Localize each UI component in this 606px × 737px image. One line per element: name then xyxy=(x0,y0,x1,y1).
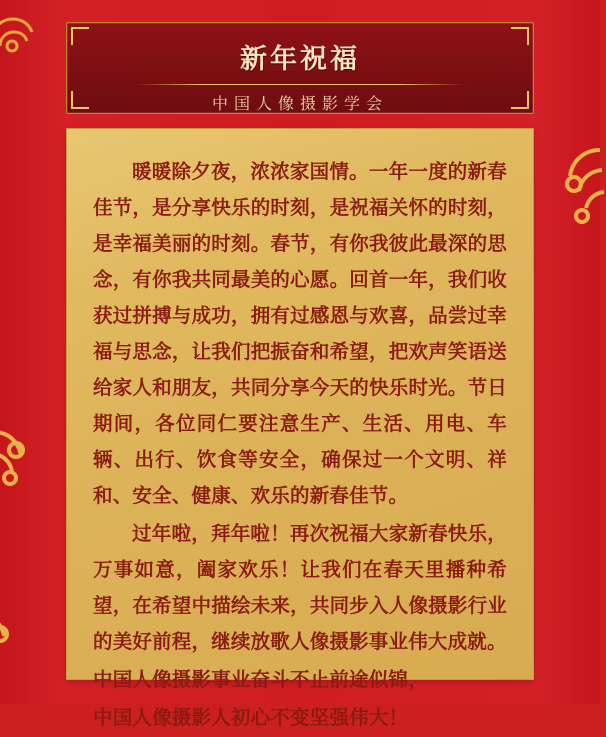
paragraph-1: 暖暖除夕夜，浓浓家国情。一年一度的新春佳节，是分享快乐的时刻，是祝福关怀的时刻，是幸福美丽的时刻。春节，有你我彼此最深的思念，有你我共同最美的心愿。回首一年，我们收获过拼搏与成功，拥有过感恩与欢喜，品尝过幸福与思念，让我们把振奋和希望，把欢声笑语送给家人和朋友，共同分享今天的快乐时光。节日期间，各位同仁要注意生产、生活、用电、车辆、出行、饮食等安全，确保过一个文明、祥和、安全、健康、欢乐的新春佳节。 xyxy=(93,162,507,507)
banner-corner-top-right xyxy=(511,27,529,45)
banner-corner-bottom-right xyxy=(511,91,529,109)
greeting-card-body xyxy=(66,128,534,729)
banner-corner-top-left xyxy=(71,27,89,45)
header-banner xyxy=(66,22,534,114)
closing-line-1: 中国人像摄影事业奋斗不止前途似锦， xyxy=(93,670,428,691)
cloud-swirl-top-right-icon xyxy=(526,140,606,255)
cloud-swirl-middle-left-icon xyxy=(0,420,60,505)
paragraph-2: 过年啦，拜年啦！再次祝福大家新春快乐，万事如意，阖家欢乐！让我们在春天里播种希望，在希望中描绘未来，共同步入人像摄影行业的美好前程，继续放歌人像摄影事业伟大成就。 xyxy=(93,524,507,653)
banner-corner-bottom-left xyxy=(71,91,89,109)
cloud-swirl-bottom-left-icon xyxy=(0,600,46,675)
page-title: 新年祝福 xyxy=(240,44,360,74)
banner-divider xyxy=(135,84,465,85)
closing-line-2: 中国人像摄影人初心不变坚强伟大！ xyxy=(93,708,409,729)
organization-name: 中国人像摄影学会 xyxy=(211,96,388,113)
cloud-swirl-top-left-icon xyxy=(0,6,56,81)
